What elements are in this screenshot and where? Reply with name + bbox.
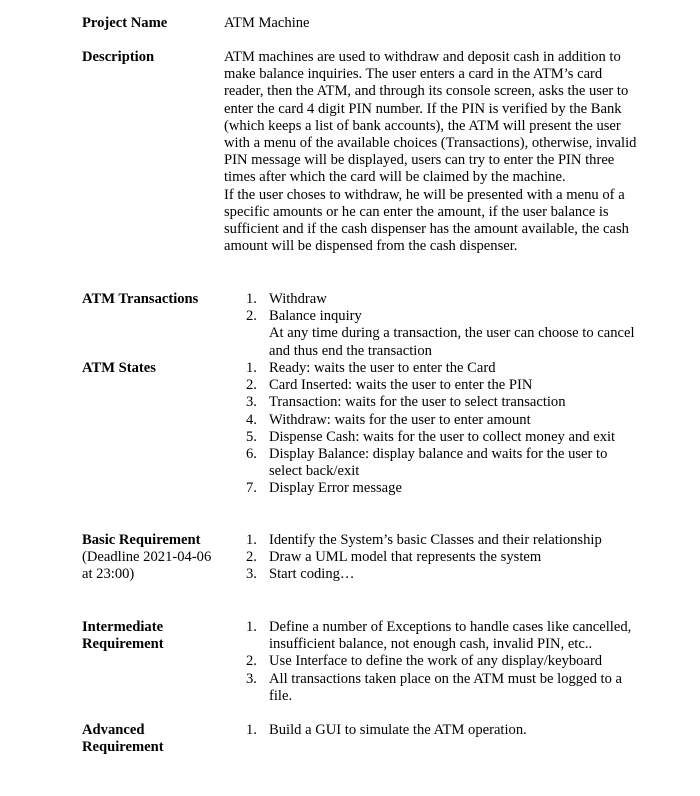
basic-requirement-list-block — [224, 532, 639, 584]
basic-requirement-title: Basic Requirement — [82, 532, 201, 548]
transactions-note: At any time during a transaction, the user can choose to cancel and thus end the transaction — [269, 325, 635, 359]
states-list — [224, 360, 639, 498]
list-number: 4. — [246, 411, 257, 428]
basic-requirement-list — [224, 532, 639, 584]
list-item — [224, 619, 639, 653]
list-number: 1. — [246, 532, 257, 548]
list-item — [224, 480, 639, 497]
advanced-requirement-list — [224, 722, 639, 739]
list-number: 1. — [246, 360, 257, 376]
list-number: 7. — [246, 480, 257, 497]
list-number: 1. — [246, 722, 257, 738]
list-item — [224, 532, 639, 549]
intermediate-requirement-list — [224, 619, 639, 705]
list-text: Dispense Cash: waits for the user to collect money and exit — [269, 428, 616, 445]
description-body — [224, 49, 639, 255]
list-text: Build a GUI to simulate the ATM operation. — [269, 722, 527, 738]
list-item — [224, 722, 639, 739]
project-name-value: ATM Machine — [224, 15, 310, 31]
list-text: Withdraw — [269, 291, 327, 307]
list-number: 6. — [246, 446, 257, 463]
list-text: Display Error message — [269, 480, 402, 497]
transactions-list-block — [224, 291, 639, 360]
list-text: Draw a UML model that represents the system — [269, 549, 542, 566]
list-item — [224, 394, 639, 411]
intermediate-requirement-label: Intermediate Requirement — [82, 619, 164, 653]
advanced-requirement-label: Advanced Requirement — [82, 722, 164, 756]
list-text: Display Balance: display balance and waits for the user to select back/exit — [269, 446, 608, 480]
list-item — [224, 308, 639, 325]
description-label: Description — [82, 49, 155, 65]
transactions-list — [224, 291, 639, 325]
list-item — [224, 412, 639, 429]
description-paragraph-1: ATM machines are used to withdraw and deposit cash in addition to make balance inquiries. The user enters a card in the ATM’s card reader, then the ATM, and through its console screen, asks the user to enter the card 4 digit PIN number. If the PIN is verified by the Bank (which keeps a list of bank accounts), the ATM will present the user with a menu of the available choices (Transactions), otherwise, invalid PIN message will be displayed, users can try to enter the PIN three times after which the card will be claimed by the machine. — [224, 49, 637, 186]
list-item — [224, 291, 639, 308]
advanced-requirement-list-block — [224, 722, 639, 739]
list-number: 1. — [246, 291, 257, 307]
list-text: Start coding… — [269, 566, 355, 583]
list-number: 2. — [246, 377, 257, 394]
list-number: 2. — [246, 308, 257, 325]
list-number: 1. — [246, 619, 257, 635]
list-text: Ready: waits the user to enter the Card — [269, 360, 496, 376]
list-number: 2. — [246, 653, 257, 670]
list-item — [224, 566, 639, 583]
list-text: Withdraw: waits for the user to enter amount — [269, 411, 531, 428]
basic-requirement-label — [82, 532, 217, 584]
list-number: 5. — [246, 428, 257, 445]
intermediate-requirement-list-block — [224, 619, 639, 705]
list-item — [224, 671, 639, 705]
list-text: All transactions taken place on the ATM must be logged to a file. — [269, 670, 623, 704]
list-text: Transaction: waits for the user to select transaction — [269, 394, 566, 411]
list-item — [224, 653, 639, 670]
list-number: 3. — [246, 670, 257, 687]
project-name-label: Project Name — [82, 15, 168, 31]
list-text: Balance inquiry — [269, 308, 362, 325]
list-number: 2. — [246, 549, 257, 566]
list-number: 3. — [246, 566, 257, 583]
basic-requirement-deadline: (Deadline 2021-04-06 at 23:00) — [82, 549, 212, 583]
list-text: Card Inserted: waits the user to enter the PIN — [269, 377, 533, 394]
description-paragraph-2: If the user choses to withdraw, he will be presented with a menu of a specific amounts or he can enter the amount, if the user balance is sufficient and if the cash dispenser has the amount available, the cash amount will be dispensed from the cash dispenser. — [224, 186, 629, 255]
list-text: Use Interface to define the work of any display/keyboard — [269, 653, 603, 670]
transactions-label: ATM Transactions — [82, 291, 199, 307]
list-text: Identify the System’s basic Classes and their relationship — [269, 532, 602, 548]
list-item — [224, 446, 639, 480]
list-item — [224, 429, 639, 446]
list-text: Define a number of Exceptions to handle cases like cancelled, insufficient balance, not enough cash, invalid PIN, etc.. — [269, 619, 632, 653]
states-list-block — [224, 360, 639, 498]
list-item — [224, 360, 639, 377]
list-number: 3. — [246, 394, 257, 411]
list-item — [224, 377, 639, 394]
states-label: ATM States — [82, 360, 156, 376]
list-item — [224, 549, 639, 566]
